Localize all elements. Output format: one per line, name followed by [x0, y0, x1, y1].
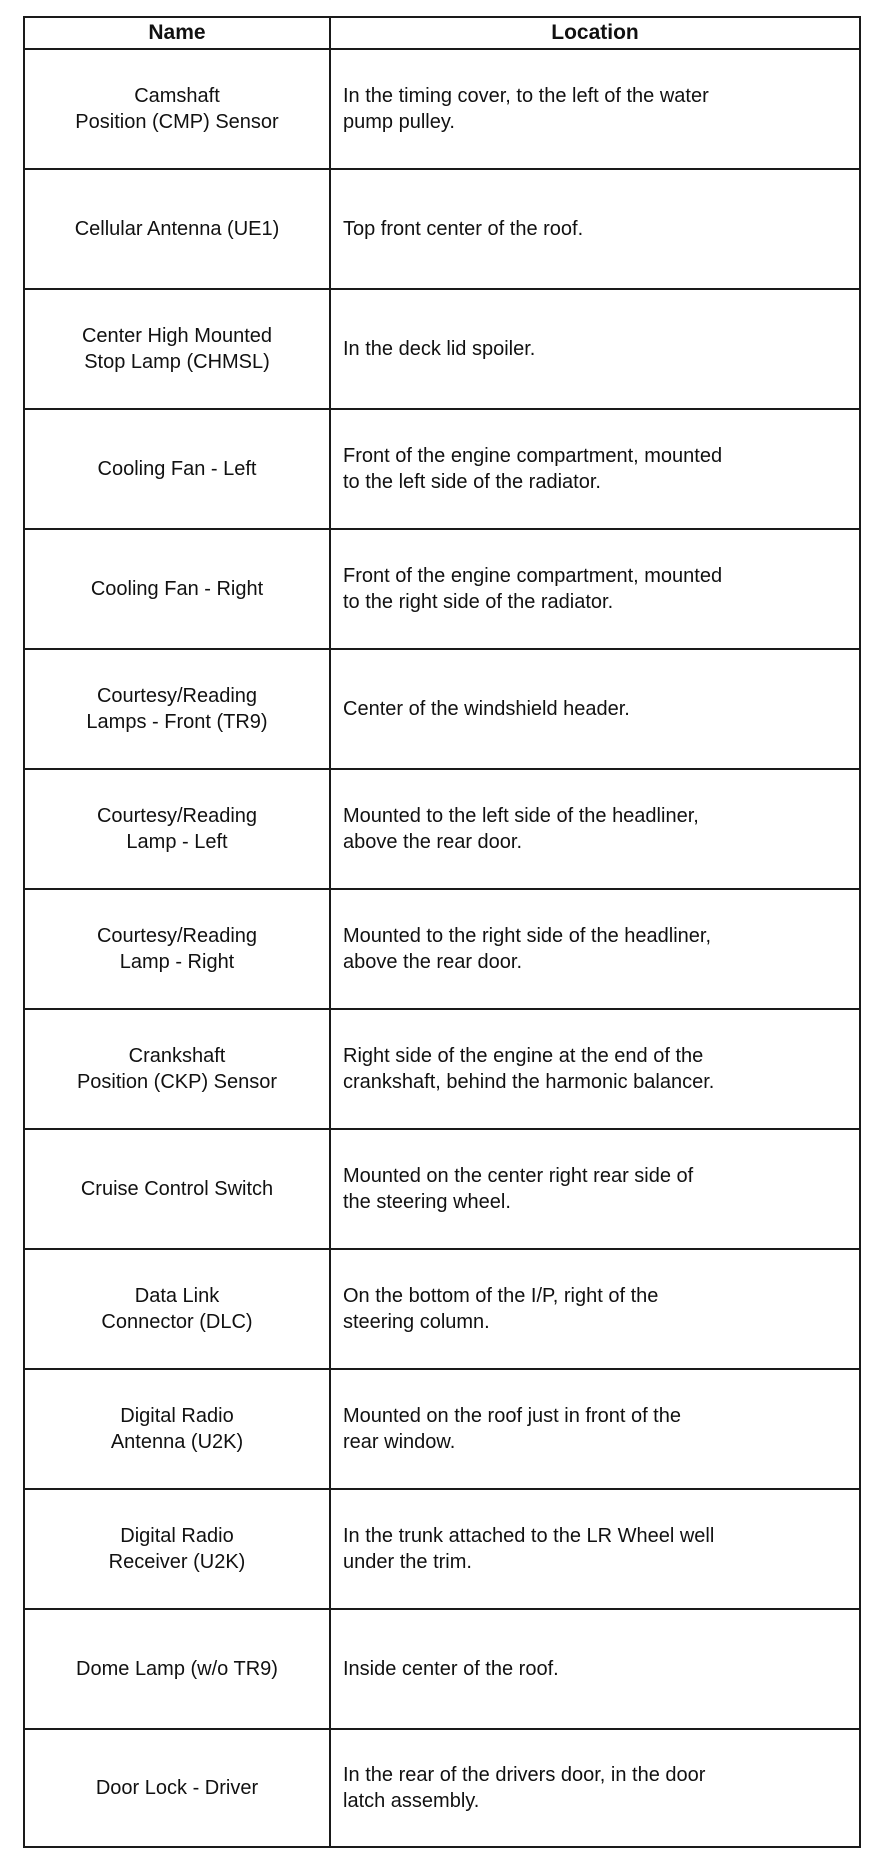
component-name-cell — [24, 1489, 330, 1609]
table-header-row — [24, 17, 860, 49]
component-location-cell — [330, 769, 860, 889]
location-line: steering column. — [343, 1311, 490, 1333]
location-line: Front of the engine compartment, mounted — [343, 445, 723, 467]
location-line: crankshaft, behind the harmonic balancer. — [343, 1071, 715, 1093]
location-line: under the trim. — [343, 1551, 472, 1573]
component-location-cell — [330, 649, 860, 769]
component-location-cell — [330, 409, 860, 529]
location-line: to the right side of the radiator. — [343, 591, 614, 613]
name-line: Crankshaft — [128, 1045, 226, 1067]
header-location: Location — [330, 17, 860, 49]
location-line: Mounted on the roof just in front of the — [343, 1405, 681, 1427]
location-line: Right side of the engine at the end of the — [343, 1045, 704, 1067]
table-row — [24, 1009, 860, 1129]
location-line: Mounted on the center right rear side of — [343, 1165, 694, 1187]
name-line: Stop Lamp (CHMSL) — [84, 351, 270, 373]
name-line: Antenna (U2K) — [110, 1431, 244, 1453]
name-line: Courtesy/Reading — [96, 685, 258, 707]
location-line: Front of the engine compartment, mounted — [343, 565, 723, 587]
component-name-cell — [24, 409, 330, 529]
header-name: Name — [24, 17, 330, 49]
name-line: Cruise Control Switch — [80, 1178, 274, 1200]
component-name-cell — [24, 1369, 330, 1489]
component-location-cell — [330, 1009, 860, 1129]
name-line: Center High Mounted — [81, 325, 273, 347]
component-location-cell — [330, 1129, 860, 1249]
component-location-cell — [330, 889, 860, 1009]
name-line: Courtesy/Reading — [96, 805, 258, 827]
table-row — [24, 529, 860, 649]
table-row — [24, 889, 860, 1009]
location-line: On the bottom of the I/P, right of the — [343, 1285, 659, 1307]
table-row — [24, 649, 860, 769]
table-row — [24, 1129, 860, 1249]
component-location-cell — [330, 169, 860, 289]
component-location-cell — [330, 529, 860, 649]
name-line: Lamp - Right — [119, 951, 235, 973]
component-location-cell — [330, 1609, 860, 1729]
name-line: Position (CKP) Sensor — [76, 1071, 278, 1093]
table-row — [24, 409, 860, 529]
component-name-cell — [24, 649, 330, 769]
location-line: Mounted to the left side of the headliner, — [343, 805, 699, 827]
name-line: Data Link — [134, 1285, 220, 1307]
location-line: Center of the windshield header. — [343, 698, 630, 720]
table-row — [24, 1729, 860, 1847]
component-name-cell — [24, 1249, 330, 1369]
location-line: In the timing cover, to the left of the water — [343, 85, 709, 107]
location-line: pump pulley. — [343, 111, 455, 133]
component-location-cell — [330, 1369, 860, 1489]
component-location-cell — [330, 1729, 860, 1847]
location-line: to the left side of the radiator. — [343, 471, 601, 493]
component-name-cell — [24, 49, 330, 169]
component-name-cell — [24, 1129, 330, 1249]
location-line: rear window. — [343, 1431, 456, 1453]
location-line: In the deck lid spoiler. — [343, 338, 536, 360]
component-name-cell — [24, 289, 330, 409]
location-line: Inside center of the roof. — [343, 1658, 559, 1680]
table-row — [24, 769, 860, 889]
name-line: Lamps - Front (TR9) — [86, 711, 268, 733]
component-name-cell — [24, 1729, 330, 1847]
table-body — [24, 49, 860, 1847]
component-name-cell — [24, 769, 330, 889]
component-name-cell — [24, 169, 330, 289]
component-location-cell — [330, 49, 860, 169]
table-row — [24, 289, 860, 409]
name-line: Cellular Antenna (UE1) — [74, 218, 280, 240]
name-line: Cooling Fan - Left — [97, 458, 257, 480]
table-row — [24, 49, 860, 169]
name-line: Position (CMP) Sensor — [75, 111, 279, 133]
name-line: Camshaft — [134, 85, 220, 107]
table-row — [24, 1609, 860, 1729]
name-line: Door Lock - Driver — [95, 1777, 259, 1799]
component-location-cell — [330, 289, 860, 409]
location-line: Top front center of the roof. — [343, 218, 584, 240]
component-location-cell — [330, 1489, 860, 1609]
location-line: In the trunk attached to the LR Wheel well — [343, 1525, 715, 1547]
table-row — [24, 1249, 860, 1369]
location-line: above the rear door. — [343, 831, 523, 853]
component-location-sheet — [23, 16, 859, 1848]
name-line: Lamp - Left — [126, 831, 228, 853]
component-name-cell — [24, 889, 330, 1009]
name-line: Cooling Fan - Right — [90, 578, 264, 600]
location-line: latch assembly. — [343, 1790, 480, 1812]
name-line: Courtesy/Reading — [96, 925, 258, 947]
component-name-cell — [24, 1009, 330, 1129]
location-line: above the rear door. — [343, 951, 523, 973]
name-line: Receiver (U2K) — [108, 1551, 246, 1573]
table-row — [24, 169, 860, 289]
location-line: In the rear of the drivers door, in the door — [343, 1764, 706, 1786]
component-location-cell — [330, 1249, 860, 1369]
location-line: Mounted to the right side of the headliner, — [343, 925, 712, 947]
location-line: the steering wheel. — [343, 1191, 511, 1213]
table-row — [24, 1369, 860, 1489]
name-line: Dome Lamp (w/o TR9) — [76, 1658, 278, 1680]
component-name-cell — [24, 529, 330, 649]
table-row — [24, 1489, 860, 1609]
name-line: Digital Radio — [120, 1405, 234, 1427]
name-line: Digital Radio — [120, 1525, 234, 1547]
component-name-cell — [24, 1609, 330, 1729]
name-line: Connector (DLC) — [101, 1311, 253, 1333]
component-location-table — [23, 16, 861, 1848]
